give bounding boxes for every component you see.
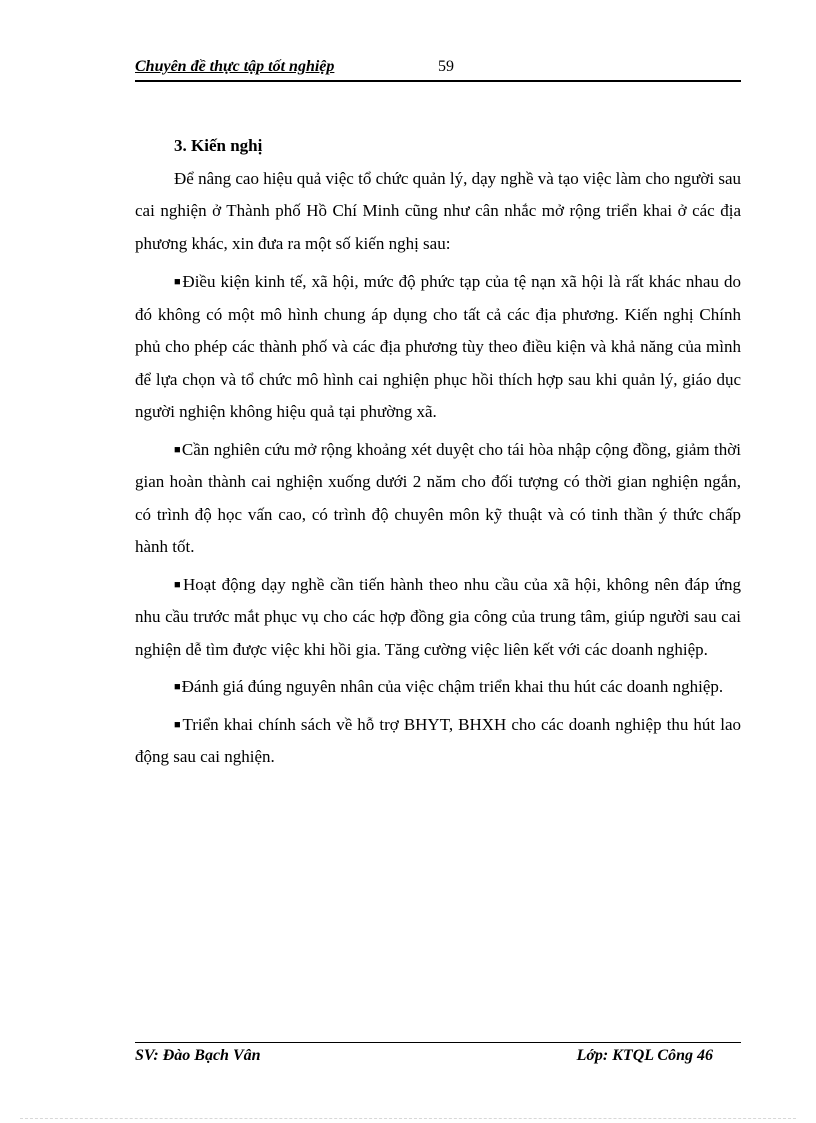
recommendation-item [135, 569, 741, 667]
recommendation-item [135, 671, 741, 704]
bullet-square-icon: ■ [174, 578, 182, 591]
bullet-square-icon: ■ [174, 443, 181, 456]
recommendation-text: Điều kiện kinh tế, xã hội, mức độ phức tạp của tệ nạn xã hội là rất khác nhau do đó không có một mô hình chung áp dụng cho tất cả các địa phương. Kiến nghị Chính phủ cho phép các thành phố và các địa phương tùy theo điều kiện và khả năng của mình để lựa chọn và tổ chức mô hình cai nghiện phục hồi thích hợp sau khi quản lý, giáo dục người nghiện không hiệu quả tại phường xã. [135, 272, 741, 421]
recommendation-item [135, 709, 741, 774]
recommendation-item [135, 266, 741, 429]
page-header [135, 58, 741, 82]
recommendation-text: Cần nghiên cứu mở rộng khoảng xét duyệt cho tái hòa nhập cộng đồng, giảm thời gian hoàn thành cai nghiện xuống dưới 2 năm cho đối tượng có thời gian nghiện ngắn, có trình độ học vấn cao, có trình độ chuyên môn kỹ thuật và có tinh thần ý thức chấp hành tốt. [135, 439, 741, 556]
recommendation-text: Đánh giá đúng nguyên nhân của việc chậm triển khai thu hút các doanh nghiệp. [181, 677, 724, 696]
bullet-square-icon: ■ [174, 718, 182, 731]
recommendation-text: Hoạt động dạy nghề cần tiến hành theo nhu cầu của xã hội, không nên đáp ứng nhu cầu trước mắt phục vụ cho các hợp đồng gia công của trung tâm, giúp người sau cai nghiện dễ tìm được việc khi hồi gia. Tăng cường việc liên kết với các doanh nghiệp. [135, 574, 741, 659]
page-number: 59 [438, 58, 454, 75]
footer-student: SV: Đào Bạch Vân [135, 1047, 261, 1064]
section-heading: 3. Kiến nghị [174, 136, 263, 155]
bullet-square-icon: ■ [174, 681, 181, 693]
bullet-square-icon: ■ [174, 276, 182, 288]
header-title: Chuyên đề thực tập tốt nghiệp [135, 58, 335, 75]
intro-paragraph: Để nâng cao hiệu quả việc tổ chức quản lý, dạy nghề và tạo việc làm cho người sau cai nghiện ở Thành phố Hồ Chí Minh cũng như cân nhắc mở rộng triển khai ở các địa phương khác, xin đưa ra một số kiến nghị sau: [135, 168, 741, 253]
recommendation-item [135, 434, 741, 564]
page-footer [135, 1042, 741, 1069]
footer-class: Lớp: KTQL Công 46 [576, 1047, 713, 1064]
document-body [135, 130, 741, 779]
recommendation-text: Triển khai chính sách về hỗ trợ BHYT, BHXH cho các doanh nghiệp thu hút lao động sau cai nghiện. [135, 714, 741, 766]
page-bottom-edge [20, 1118, 796, 1119]
